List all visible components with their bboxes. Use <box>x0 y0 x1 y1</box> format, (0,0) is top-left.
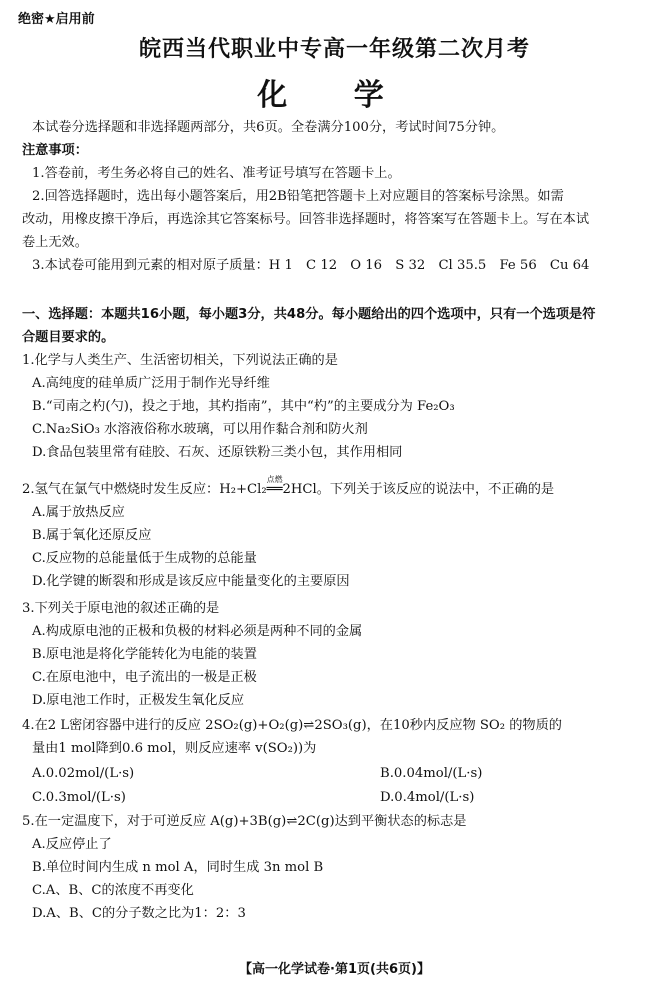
option-c: C.反应物的总能量低于生成物的总能量 <box>32 551 257 566</box>
option-row <box>22 762 662 785</box>
option-b: B.单位时间内生成 n mol A，同时生成 3n mol B <box>32 860 324 875</box>
option-d: D.A、B、C的分子数之比为1：2：3 <box>32 906 246 921</box>
option-c: C.0.3mol/(L·s) <box>32 790 126 805</box>
reaction-condition: 点燃 <box>266 475 283 484</box>
option-d: D.原电池工作时，正极发生氧化反应 <box>32 693 245 708</box>
subject-title: 化 学 <box>257 78 412 113</box>
question-stem: 1.化学与人类生产、生活密切相关，下列说法正确的是 <box>22 353 338 368</box>
stem-part: 2.氢气在氯气中燃烧时发生反应：H₂+Cl₂ <box>22 482 267 497</box>
confidential-label: 绝密★启用前 <box>18 12 95 27</box>
section-heading: 一、选择题：本题共16小题，每小题3分，共48分。每小题给出的四个选项中，只有一个选项是符 <box>22 307 596 322</box>
option-a: A.构成原电池的正极和负极的材料必须是两种不同的金属 <box>32 624 363 639</box>
option-c: C.Na₂SiO₃ 水溶液俗称水玻璃，可以用作黏合剂和防火剂 <box>32 422 368 437</box>
option-c: C.在原电池中，电子流出的一极是正极 <box>32 670 257 685</box>
note-item: 1.答卷前，考生务必将自己的姓名、准考证号填写在答题卡上。 <box>32 166 401 181</box>
option-a: A.0.02mol/(L·s) <box>32 766 135 781</box>
option-d: D.0.4mol/(L·s) <box>380 790 475 805</box>
option-b: B.属于氧化还原反应 <box>32 528 152 543</box>
option-a: A.高纯度的硅单质广泛用于制作光导纤维 <box>32 376 270 391</box>
section-heading: 合题目要求的。 <box>22 330 115 345</box>
note-item: 改动，用橡皮擦干净后，再选涂其它答案标号。回答非选择题时，将答案写在答题卡上。写在本试 <box>22 212 590 227</box>
option-d: D.食品包装里常有硅胶、石灰、还原铁粉三类小包，其作用相同 <box>32 445 403 460</box>
note-item: 2.回答选择题时，选出每小题答案后，用2B铅笔把答题卡上对应题目的答案标号涂黑。如需 <box>32 189 564 204</box>
option-b: B.原电池是将化学能转化为电能的装置 <box>32 647 257 662</box>
question-stem: 5.在一定温度下，对于可逆反应 A(g)+3B(g)⇌2C(g)达到平衡状态的标志是 <box>22 814 467 829</box>
intro-text: 本试卷分选择题和非选择题两部分，共6页。全卷满分100分，考试时间75分钟。 <box>32 120 505 135</box>
notes-heading: 注意事项： <box>22 143 88 158</box>
question-stem: 4.在2 L密闭容器中进行的反应 2SO₂(g)+O₂(g)⇌2SO₃(g)，在10秒内反应物 SO₂ 的物质的 <box>22 718 562 733</box>
note-item: 3.本试卷可能用到元素的相对原子质量：H 1 C 12 O 16 S 32 Cl 35.5 Fe 56 Cu 64 <box>32 258 590 273</box>
option-a: A.属于放热反应 <box>32 505 125 520</box>
exam-title: 皖西当代职业中专高一年级第二次月考 <box>138 36 530 62</box>
option-d: D.化学键的断裂和形成是该反应中能量变化的主要原因 <box>32 574 350 589</box>
option-a: A.反应停止了 <box>32 837 112 852</box>
stem-part: 2HCl。下列关于该反应的说法中，不正确的是 <box>282 482 555 497</box>
note-item: 卷上无效。 <box>22 235 88 250</box>
option-b: B.0.04mol/(L·s) <box>380 766 483 781</box>
question-stem: 3.下列关于原电池的叙述正确的是 <box>22 601 220 616</box>
question-stem <box>22 475 652 501</box>
question-stem: 量由1 mol降到0.6 mol，则反应速率 v(SO₂))为 <box>32 741 317 756</box>
reaction-arrow <box>266 475 283 501</box>
option-b: B.“司南之杓(勺)，投之于地，其杓指南”，其中“杓”的主要成分为 Fe₂O₃ <box>32 399 455 414</box>
option-c: C.A、B、C的浓度不再变化 <box>32 883 194 898</box>
option-row <box>22 786 662 809</box>
page-footer: 【高一化学试卷·第1页(共6页)】 <box>239 962 430 977</box>
arrow-symbol: ══ <box>266 482 283 497</box>
